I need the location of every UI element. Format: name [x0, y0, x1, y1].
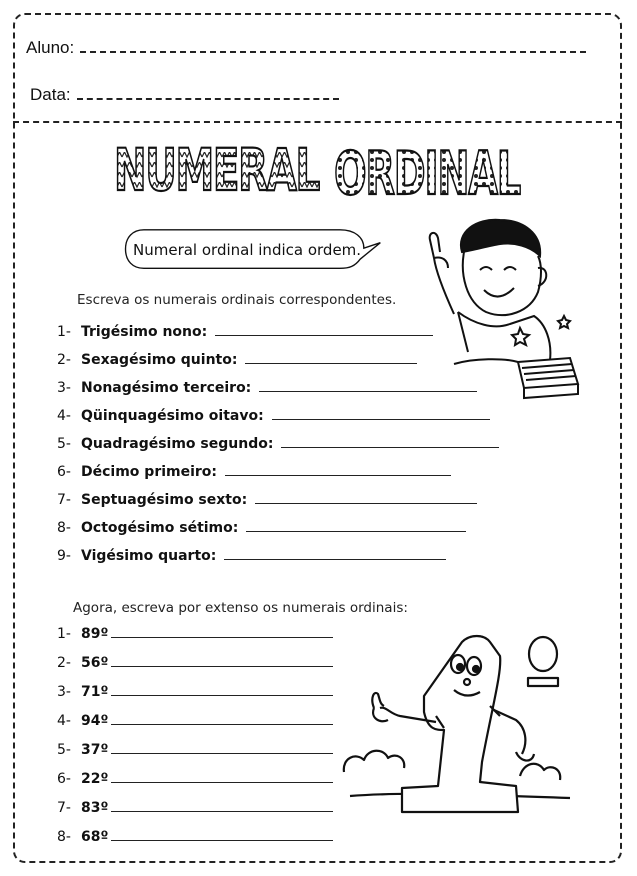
date-label: Data: — [30, 85, 71, 104]
item-number: 2- — [57, 655, 71, 671]
ordinal-term: Octogésimo sétimo: — [81, 520, 239, 536]
answer-blank[interactable] — [111, 682, 333, 696]
ordinal-row-7 — [57, 490, 477, 508]
answer-blank[interactable] — [245, 350, 417, 364]
extenso-row-8 — [57, 827, 333, 845]
ordinal-row-6 — [57, 462, 451, 480]
item-number: 2- — [57, 352, 71, 368]
student-name-field[interactable] — [26, 38, 586, 58]
answer-blank[interactable] — [111, 711, 333, 725]
date-field[interactable] — [30, 85, 339, 105]
item-number: 1- — [57, 324, 71, 340]
extenso-row-1 — [57, 624, 333, 642]
answer-blank[interactable] — [246, 518, 466, 532]
answer-blank[interactable] — [111, 653, 333, 667]
item-number: 1- — [57, 626, 71, 642]
student-name-blank[interactable] — [80, 39, 586, 53]
ordinal-number: 71º — [81, 684, 109, 700]
item-number: 6- — [57, 771, 71, 787]
ordinal-term: Qüinquagésimo oitavo: — [81, 408, 264, 424]
item-number: 4- — [57, 713, 71, 729]
item-number: 5- — [57, 742, 71, 758]
title-word-numeral: NUMERAL — [114, 136, 320, 204]
answer-blank[interactable] — [259, 378, 477, 392]
extenso-row-6 — [57, 769, 333, 787]
answer-blank[interactable] — [225, 462, 451, 476]
extenso-row-3 — [57, 682, 333, 700]
item-number: 8- — [57, 829, 71, 845]
item-number: 4- — [57, 408, 71, 424]
answer-blank[interactable] — [111, 798, 333, 812]
item-number: 9- — [57, 548, 71, 564]
ordinal-term: Nonagésimo terceiro: — [81, 380, 252, 396]
ordinal-term: Vigésimo quarto: — [81, 548, 217, 564]
ordinal-term: Trigésimo nono: — [81, 324, 208, 340]
ordinal-number: 22º — [81, 771, 109, 787]
ordinal-term: Sexagésimo quinto: — [81, 352, 238, 368]
extenso-row-4 — [57, 711, 333, 729]
ordinal-term: Septuagésimo sexto: — [81, 492, 248, 508]
header-divider — [13, 121, 622, 123]
section2-instruction: Agora, escreva por extenso os numerais ordinais: — [73, 600, 408, 616]
item-number: 7- — [57, 492, 71, 508]
ordinal-number: 68º — [81, 829, 109, 845]
title-graphic — [112, 132, 524, 209]
item-number: 8- — [57, 520, 71, 536]
ordinal-number: 94º — [81, 713, 109, 729]
ordinal-number: 83º — [81, 800, 109, 816]
extenso-row-2 — [57, 653, 333, 671]
ordinal-number: 37º — [81, 742, 109, 758]
ordinal-row-5 — [57, 434, 499, 452]
ordinal-number: 56º — [81, 655, 109, 671]
answer-blank[interactable] — [255, 490, 477, 504]
bubble-text: Numeral ordinal indica ordem. — [133, 241, 362, 259]
item-number: 7- — [57, 800, 71, 816]
ordinal-row-4 — [57, 406, 490, 424]
student-label: Aluno: — [26, 38, 75, 57]
ordinal-row-2 — [57, 350, 417, 368]
ordinal-row-8 — [57, 518, 466, 536]
extenso-row-7 — [57, 798, 333, 816]
date-blank[interactable] — [77, 86, 339, 100]
item-number: 3- — [57, 684, 71, 700]
item-number: 3- — [57, 380, 71, 396]
title-word-ordinal: ORDINAL — [334, 139, 521, 209]
answer-blank[interactable] — [215, 322, 433, 336]
ordinal-row-1 — [57, 322, 433, 340]
answer-blank[interactable] — [111, 769, 333, 783]
answer-blank[interactable] — [111, 740, 333, 754]
item-number: 6- — [57, 464, 71, 480]
first-ordinal-mascot-icon — [340, 612, 580, 834]
item-number: 5- — [57, 436, 71, 452]
answer-blank[interactable] — [272, 406, 490, 420]
answer-blank[interactable] — [111, 624, 333, 638]
ordinal-row-3 — [57, 378, 477, 396]
answer-blank[interactable] — [281, 434, 499, 448]
extenso-row-5 — [57, 740, 333, 758]
ordinal-number: 89º — [81, 626, 109, 642]
answer-blank[interactable] — [224, 546, 446, 560]
ordinal-term: Décimo primeiro: — [81, 464, 218, 480]
section1-instruction: Escreva os numerais ordinais correspondentes. — [77, 292, 397, 308]
ordinal-row-9 — [57, 546, 446, 564]
answer-blank[interactable] — [111, 827, 333, 841]
ordinal-term: Quadragésimo segundo: — [81, 436, 274, 452]
